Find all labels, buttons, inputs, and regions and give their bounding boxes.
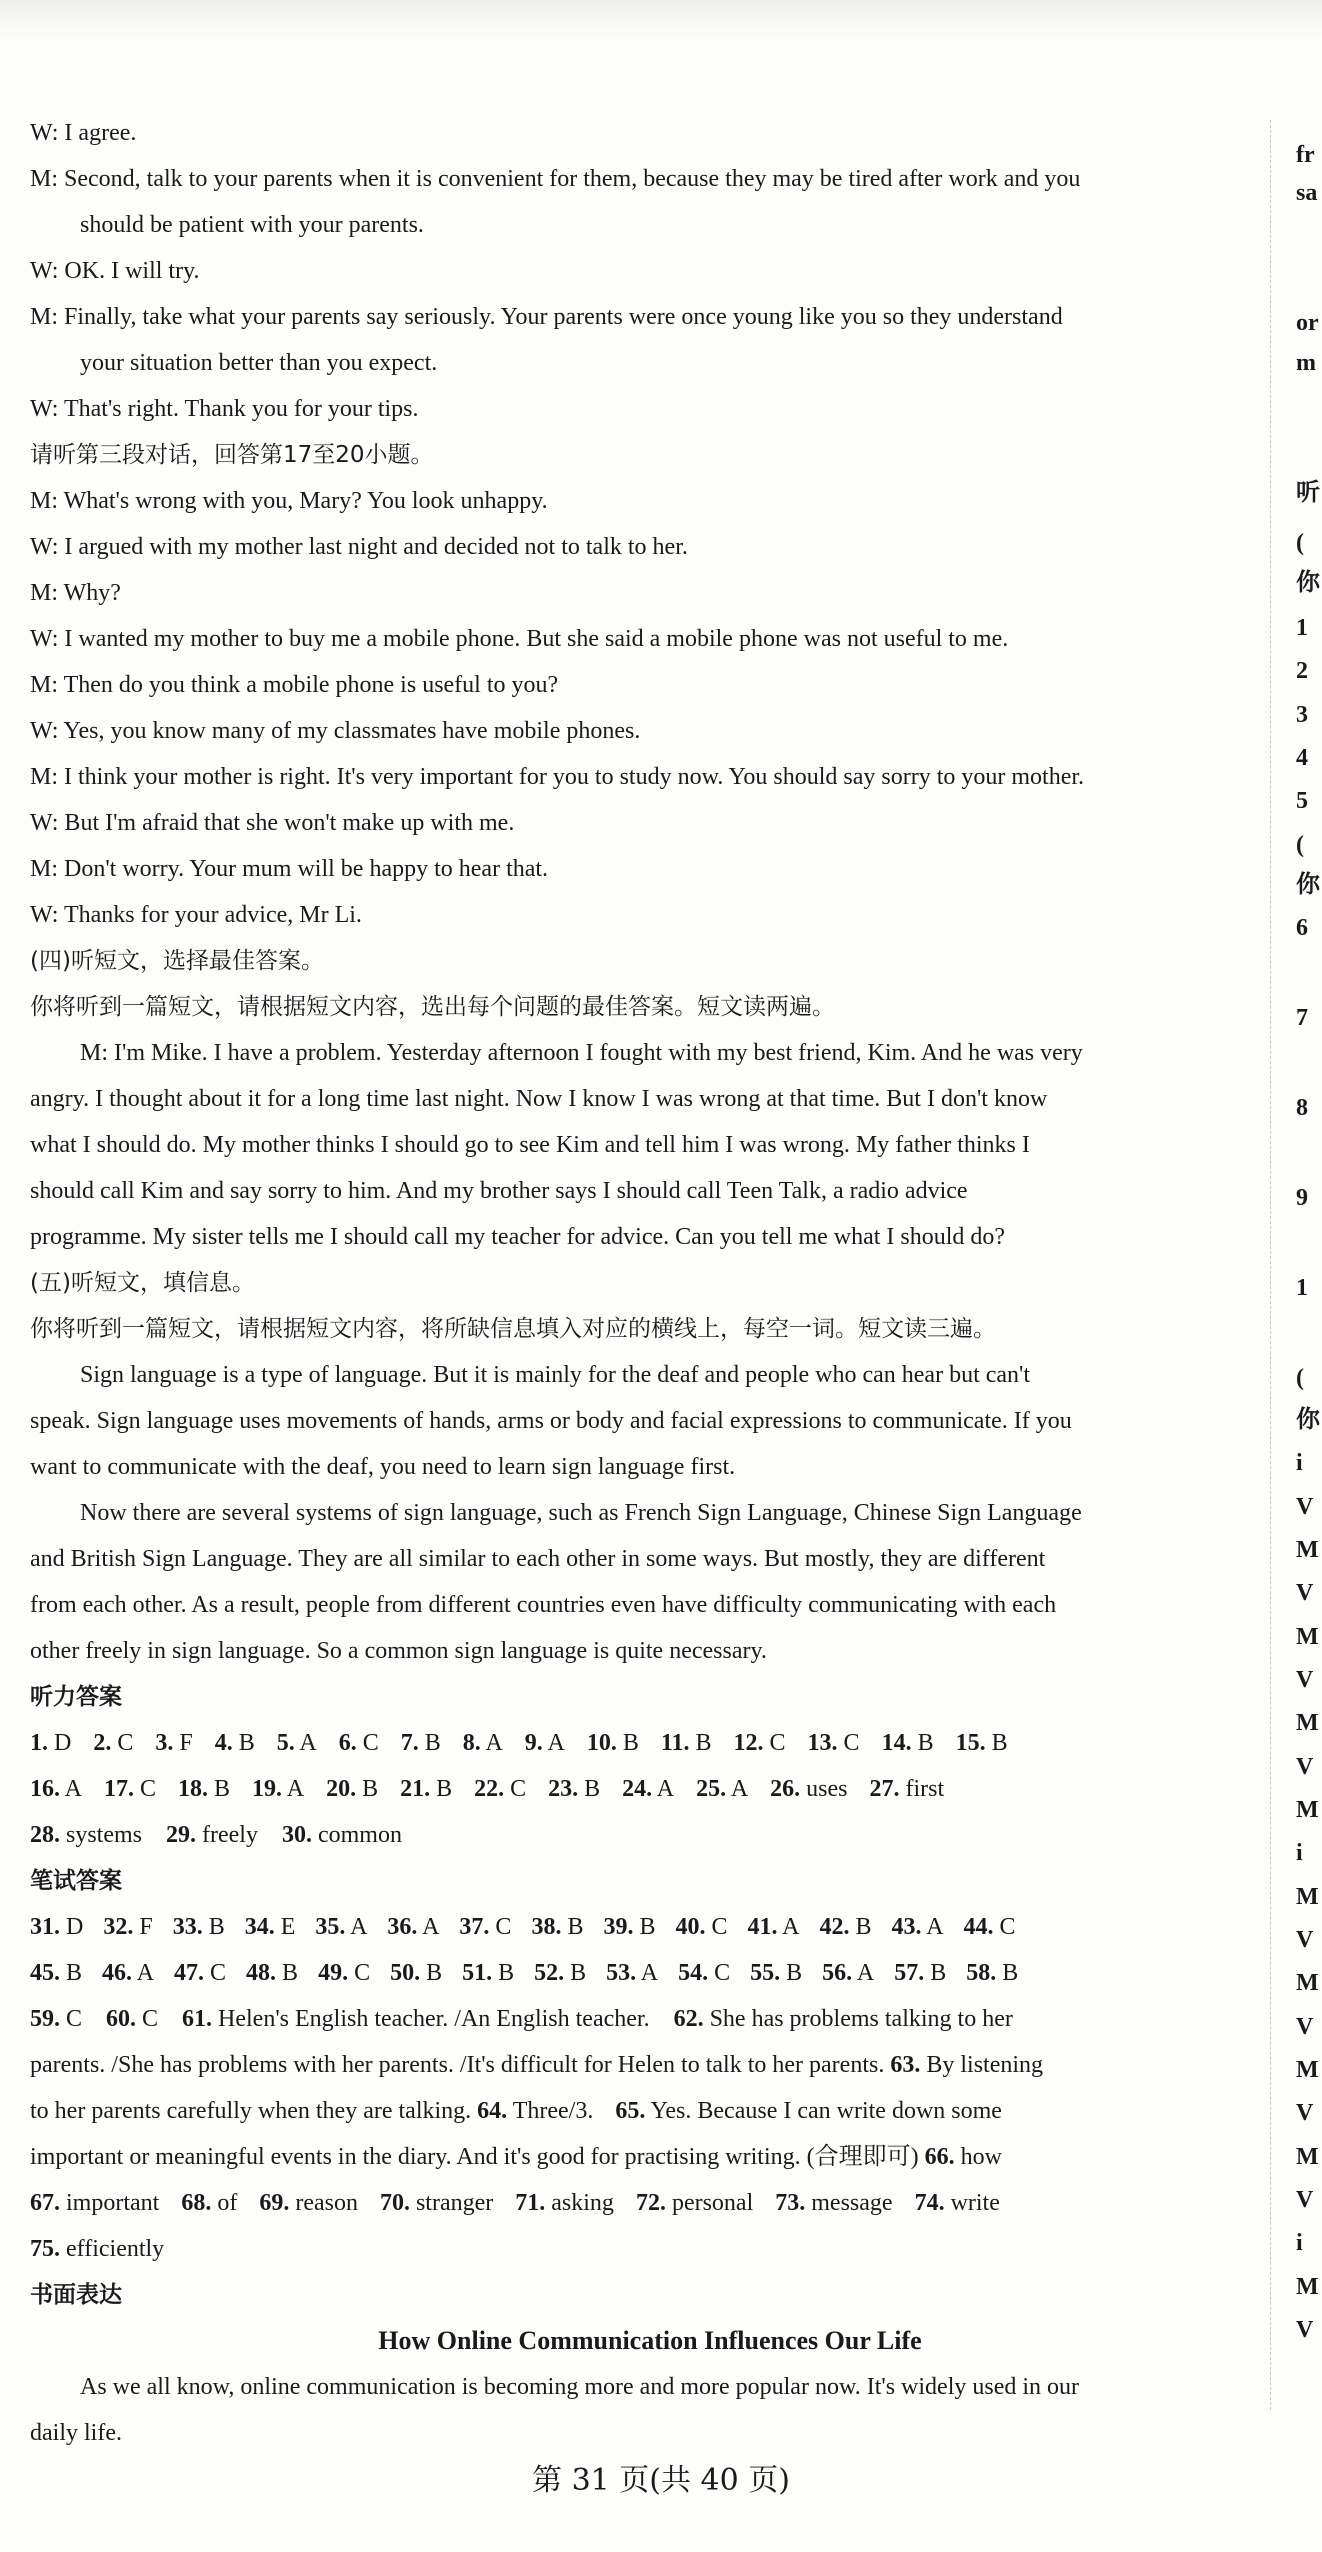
clipped-text-fragment: or	[1296, 310, 1319, 336]
answer-item: 59. C	[30, 2006, 83, 2032]
clipped-text-fragment: 你	[1296, 872, 1320, 898]
dialogue-line: W: I agree.	[30, 120, 137, 146]
dialogue-line: W: Thanks for your advice, Mr Li.	[30, 902, 362, 928]
writing-heading: 书面表达	[30, 2282, 122, 2308]
answer-item: 26. uses	[770, 1776, 848, 1802]
answer-item: 58. B	[966, 1960, 1019, 1986]
clipped-text-fragment: (	[1296, 832, 1304, 858]
clipped-text-fragment: 1	[1296, 1275, 1308, 1301]
clipped-text-fragment: V	[1296, 1580, 1314, 1606]
clipped-text-fragment: M	[1296, 1797, 1319, 1823]
section-heading: (五)听短文，填信息。	[30, 1270, 255, 1296]
answer-item: 38. B	[531, 1914, 584, 1940]
answer-item: 20. B	[326, 1776, 379, 1802]
clipped-text-fragment: V	[1296, 1754, 1314, 1780]
clipped-text-fragment: 1	[1296, 615, 1308, 641]
answer-item: 17. C	[104, 1776, 157, 1802]
dialogue-line: W: That's right. Thank you for your tips.	[30, 396, 419, 422]
answer-item: 73. message	[775, 2190, 893, 2216]
clipped-text-fragment: V	[1296, 2014, 1314, 2040]
answer-item: 74. write	[914, 2190, 1000, 2216]
right-column-fragments	[1296, 0, 1322, 2552]
answer-item: 43. A	[891, 1914, 944, 1940]
answer-item: 14. B	[881, 1730, 934, 1756]
clipped-text-fragment: 你	[1296, 570, 1320, 596]
answer-row	[30, 1720, 1270, 1766]
passage-line: angry. I thought about it for a long time last night. Now I know I was wrong at that time. But I don't know	[30, 1086, 1048, 1112]
answer-item: 47. C	[174, 1960, 227, 1986]
answer-item: 53. A	[606, 1960, 659, 1986]
answer-item: 27. first	[869, 1776, 945, 1802]
page-footer: 第 31 页(共 40 页)	[532, 2463, 790, 2498]
clipped-text-fragment: M	[1296, 1537, 1319, 1563]
clipped-text-fragment: 9	[1296, 1185, 1308, 1211]
answer-row: parents. /She has problems with her parents. /It's difficult for Helen to talk to her parents. 63. By listening	[30, 2052, 1044, 2078]
answer-item: 36. A	[387, 1914, 440, 1940]
dialogue-line: should be patient with your parents.	[80, 212, 424, 238]
clipped-text-fragment: M	[1296, 2057, 1319, 2083]
answer-item: 22. C	[474, 1776, 527, 1802]
answer-item: 25. A	[696, 1776, 749, 1802]
section-instruction: 你将听到一篇短文，请根据短文内容，选出每个问题的最佳答案。短文读两遍。	[30, 994, 835, 1020]
answer-row: to her parents carefully when they are talking. 64. Three/3. 65. Yes. Because I can write down some	[30, 2098, 1002, 2124]
answer-item: 31. D	[30, 1914, 84, 1940]
main-column	[30, 110, 1270, 2456]
answer-item: 69. reason	[259, 2190, 358, 2216]
passage-line: Sign language is a type of language. But it is mainly for the deaf and people who can hear but can't	[80, 1362, 1031, 1388]
essay-line: As we all know, online communication is becoming more and more popular now. It's widely used in our	[80, 2374, 1080, 2400]
clipped-text-fragment: V	[1296, 1927, 1314, 1953]
answer-item: 32. F	[103, 1914, 153, 1940]
dialogue-line: M: Second, talk to your parents when it is convenient for them, because they may be tired after work and you	[30, 166, 1081, 192]
answer-item: 71. asking	[515, 2190, 614, 2216]
answer-item: 11. B	[660, 1730, 712, 1756]
answer-item: 19. A	[252, 1776, 305, 1802]
dialogue-line: W: I wanted my mother to buy me a mobile phone. But she said a mobile phone was not useful to me.	[30, 626, 1009, 652]
answer-item: 28. systems	[30, 1822, 143, 1848]
answer-item: 23. B	[548, 1776, 601, 1802]
page-top-shadow	[0, 0, 1322, 40]
clipped-text-fragment: 3	[1296, 702, 1308, 728]
answer-item: 72. personal	[635, 2190, 754, 2216]
dialogue-line: M: Don't worry. Your mum will be happy to hear that.	[30, 856, 549, 882]
passage-line: other freely in sign language. So a common sign language is quite necessary.	[30, 1638, 767, 1664]
answer-item: 62. She has problems talking to her	[673, 2006, 1013, 2032]
answer-item: 18. B	[178, 1776, 231, 1802]
answer-item: 34. E	[244, 1914, 296, 1940]
answer-row	[30, 2180, 1270, 2226]
answer-item: 41. A	[747, 1914, 800, 1940]
passage-line: programme. My sister tells me I should call my teacher for advice. Can you tell me what I should do?	[30, 1224, 1006, 1250]
answer-item: 39. B	[603, 1914, 656, 1940]
answer-item: 52. B	[534, 1960, 587, 1986]
passage-line: want to communicate with the deaf, you need to learn sign language first.	[30, 1454, 736, 1480]
section-instruction: 请听第三段对话，回答第17至20小题。	[30, 442, 434, 468]
answer-item: 64. Three/3.	[477, 2098, 594, 2124]
answer-item: 35. A	[315, 1914, 368, 1940]
section-heading: (四)听短文，选择最佳答案。	[30, 948, 324, 974]
listening-answers-heading: 听力答案	[30, 1684, 122, 1710]
clipped-text-fragment: V	[1296, 2187, 1314, 2213]
answer-item: 13. C	[807, 1730, 860, 1756]
dialogue-line: W: But I'm afraid that she won't make up with me.	[30, 810, 515, 836]
essay-title: How Online Communication Influences Our Life	[378, 2326, 922, 2355]
answer-item: 8. A	[462, 1730, 503, 1756]
answer-item: 40. C	[675, 1914, 728, 1940]
answer-item: 51. B	[462, 1960, 515, 1986]
clipped-text-fragment: 你	[1296, 1407, 1320, 1433]
answer-item: 65. Yes. Because I can write down some	[615, 2098, 1002, 2124]
answer-item: 67. important	[30, 2190, 160, 2216]
dialogue-line: W: OK. I will try.	[30, 258, 200, 284]
column-divider	[1270, 120, 1272, 2410]
answer-item: 68. of	[181, 2190, 238, 2216]
answer-item: 10. B	[586, 1730, 639, 1756]
answer-item: 60. C	[106, 2006, 159, 2032]
answer-row	[30, 2226, 1270, 2272]
answer-item: 2. C	[93, 1730, 134, 1756]
answer-item: 48. B	[246, 1960, 299, 1986]
passage-line: and British Sign Language. They are all similar to each other in some ways. But mostly, they are different	[30, 1546, 1046, 1572]
answer-row	[30, 1996, 1270, 2042]
dialogue-line: W: Yes, you know many of my classmates have mobile phones.	[30, 718, 641, 744]
dialogue-line: M: Then do you think a mobile phone is useful to you?	[30, 672, 559, 698]
answer-item: 54. C	[678, 1960, 731, 1986]
clipped-text-fragment: i	[1296, 2230, 1303, 2256]
clipped-text-fragment: M	[1296, 1710, 1319, 1736]
clipped-text-fragment: i	[1296, 1450, 1303, 1476]
answer-row	[30, 1950, 1270, 1996]
answer-item: 7. B	[400, 1730, 441, 1756]
answer-item: 16. A	[30, 1776, 83, 1802]
answer-item: 75. efficiently	[30, 2236, 165, 2262]
answer-item: 44. C	[963, 1914, 1016, 1940]
passage-line: Now there are several systems of sign language, such as French Sign Language, Chinese Sign Language	[80, 1500, 1082, 1526]
clipped-text-fragment: M	[1296, 1884, 1319, 1910]
clipped-text-fragment: V	[1296, 1494, 1314, 1520]
answer-item: 3. F	[155, 1730, 193, 1756]
answer-item: 24. A	[622, 1776, 675, 1802]
answer-item: 5. A	[276, 1730, 317, 1756]
clipped-text-fragment: 5	[1296, 788, 1308, 814]
dialogue-line: your situation better than you expect.	[80, 350, 438, 376]
clipped-text-fragment: V	[1296, 2100, 1314, 2126]
clipped-text-fragment: 7	[1296, 1005, 1308, 1031]
clipped-text-fragment: V	[1296, 1667, 1314, 1693]
clipped-text-fragment: 4	[1296, 745, 1308, 771]
answer-item: 55. B	[750, 1960, 803, 1986]
essay-line: daily life.	[30, 2420, 122, 2446]
answer-item: 33. B	[172, 1914, 225, 1940]
clipped-text-fragment: fr	[1296, 142, 1315, 168]
answer-item: 15. B	[955, 1730, 1008, 1756]
written-answers-heading: 笔试答案	[30, 1868, 122, 1894]
clipped-text-fragment: 2	[1296, 658, 1308, 684]
clipped-text-fragment: (	[1296, 1365, 1304, 1391]
answer-item: 30. common	[281, 1822, 402, 1848]
clipped-text-fragment: M	[1296, 1624, 1319, 1650]
passage-line: should call Kim and say sorry to him. And my brother says I should call Teen Talk, a radio advice	[30, 1178, 968, 1204]
answer-item: 4. B	[214, 1730, 255, 1756]
clipped-text-fragment: 8	[1296, 1095, 1308, 1121]
answer-item: 37. C	[459, 1914, 512, 1940]
dialogue-line: M: What's wrong with you, Mary? You look unhappy.	[30, 488, 548, 514]
answer-item: 57. B	[894, 1960, 947, 1986]
answer-item: 9. A	[524, 1730, 565, 1756]
clipped-text-fragment: i	[1296, 1840, 1303, 1866]
answer-item: 21. B	[400, 1776, 453, 1802]
answer-row: important or meaningful events in the diary. And it's good for practising writing. (合理即可) 66. how	[30, 2144, 1002, 2170]
dialogue-line: M: I think your mother is right. It's very important for you to study now. You should say sorry to your mother.	[30, 764, 1085, 790]
clipped-text-fragment: m	[1296, 350, 1316, 376]
answer-item: 61. Helen's English teacher. /An English teacher.	[182, 2006, 650, 2032]
section-instruction: 你将听到一篇短文，请根据短文内容，将所缺信息填入对应的横线上，每空一词。短文读三遍。	[30, 1316, 996, 1342]
dialogue-line: W: I argued with my mother last night and decided not to talk to her.	[30, 534, 688, 560]
answer-item: 70. stranger	[379, 2190, 494, 2216]
answer-item: 56. A	[822, 1960, 875, 1986]
clipped-text-fragment: 6	[1296, 915, 1308, 941]
clipped-text-fragment: (	[1296, 530, 1304, 556]
answer-item: 49. C	[318, 1960, 371, 1986]
dialogue-line: M: Why?	[30, 580, 121, 606]
clipped-text-fragment: V	[1296, 2317, 1314, 2343]
passage-line: what I should do. My mother thinks I should go to see Kim and tell him I was wrong. My father thinks I	[30, 1132, 1030, 1158]
clipped-text-fragment: M	[1296, 1970, 1319, 1996]
answer-row	[30, 1812, 1270, 1858]
answer-item: 29. freely	[166, 1822, 258, 1848]
answer-item: 12. C	[733, 1730, 786, 1756]
answer-item: 1. D	[30, 1730, 72, 1756]
answer-item: 50. B	[390, 1960, 443, 1986]
clipped-text-fragment: 听	[1296, 480, 1320, 506]
passage-line: from each other. As a result, people from different countries even have difficulty communicating with each	[30, 1592, 1057, 1618]
answer-item: 45. B	[30, 1960, 83, 1986]
clipped-text-fragment: sa	[1296, 180, 1318, 206]
passage-line: M: I'm Mike. I have a problem. Yesterday afternoon I fought with my best friend, Kim. And he was very	[80, 1040, 1083, 1066]
answer-row	[30, 1766, 1270, 1812]
passage-line: speak. Sign language uses movements of hands, arms or body and facial expressions to communicate. If you	[30, 1408, 1072, 1434]
clipped-text-fragment: M	[1296, 2274, 1319, 2300]
clipped-text-fragment: M	[1296, 2144, 1319, 2170]
answer-item: 6. C	[338, 1730, 379, 1756]
answer-item: 46. A	[102, 1960, 155, 1986]
dialogue-line: M: Finally, take what your parents say seriously. Your parents were once young like you so they understand	[30, 304, 1063, 330]
answer-row	[30, 1904, 1270, 1950]
answer-item: 42. B	[819, 1914, 872, 1940]
